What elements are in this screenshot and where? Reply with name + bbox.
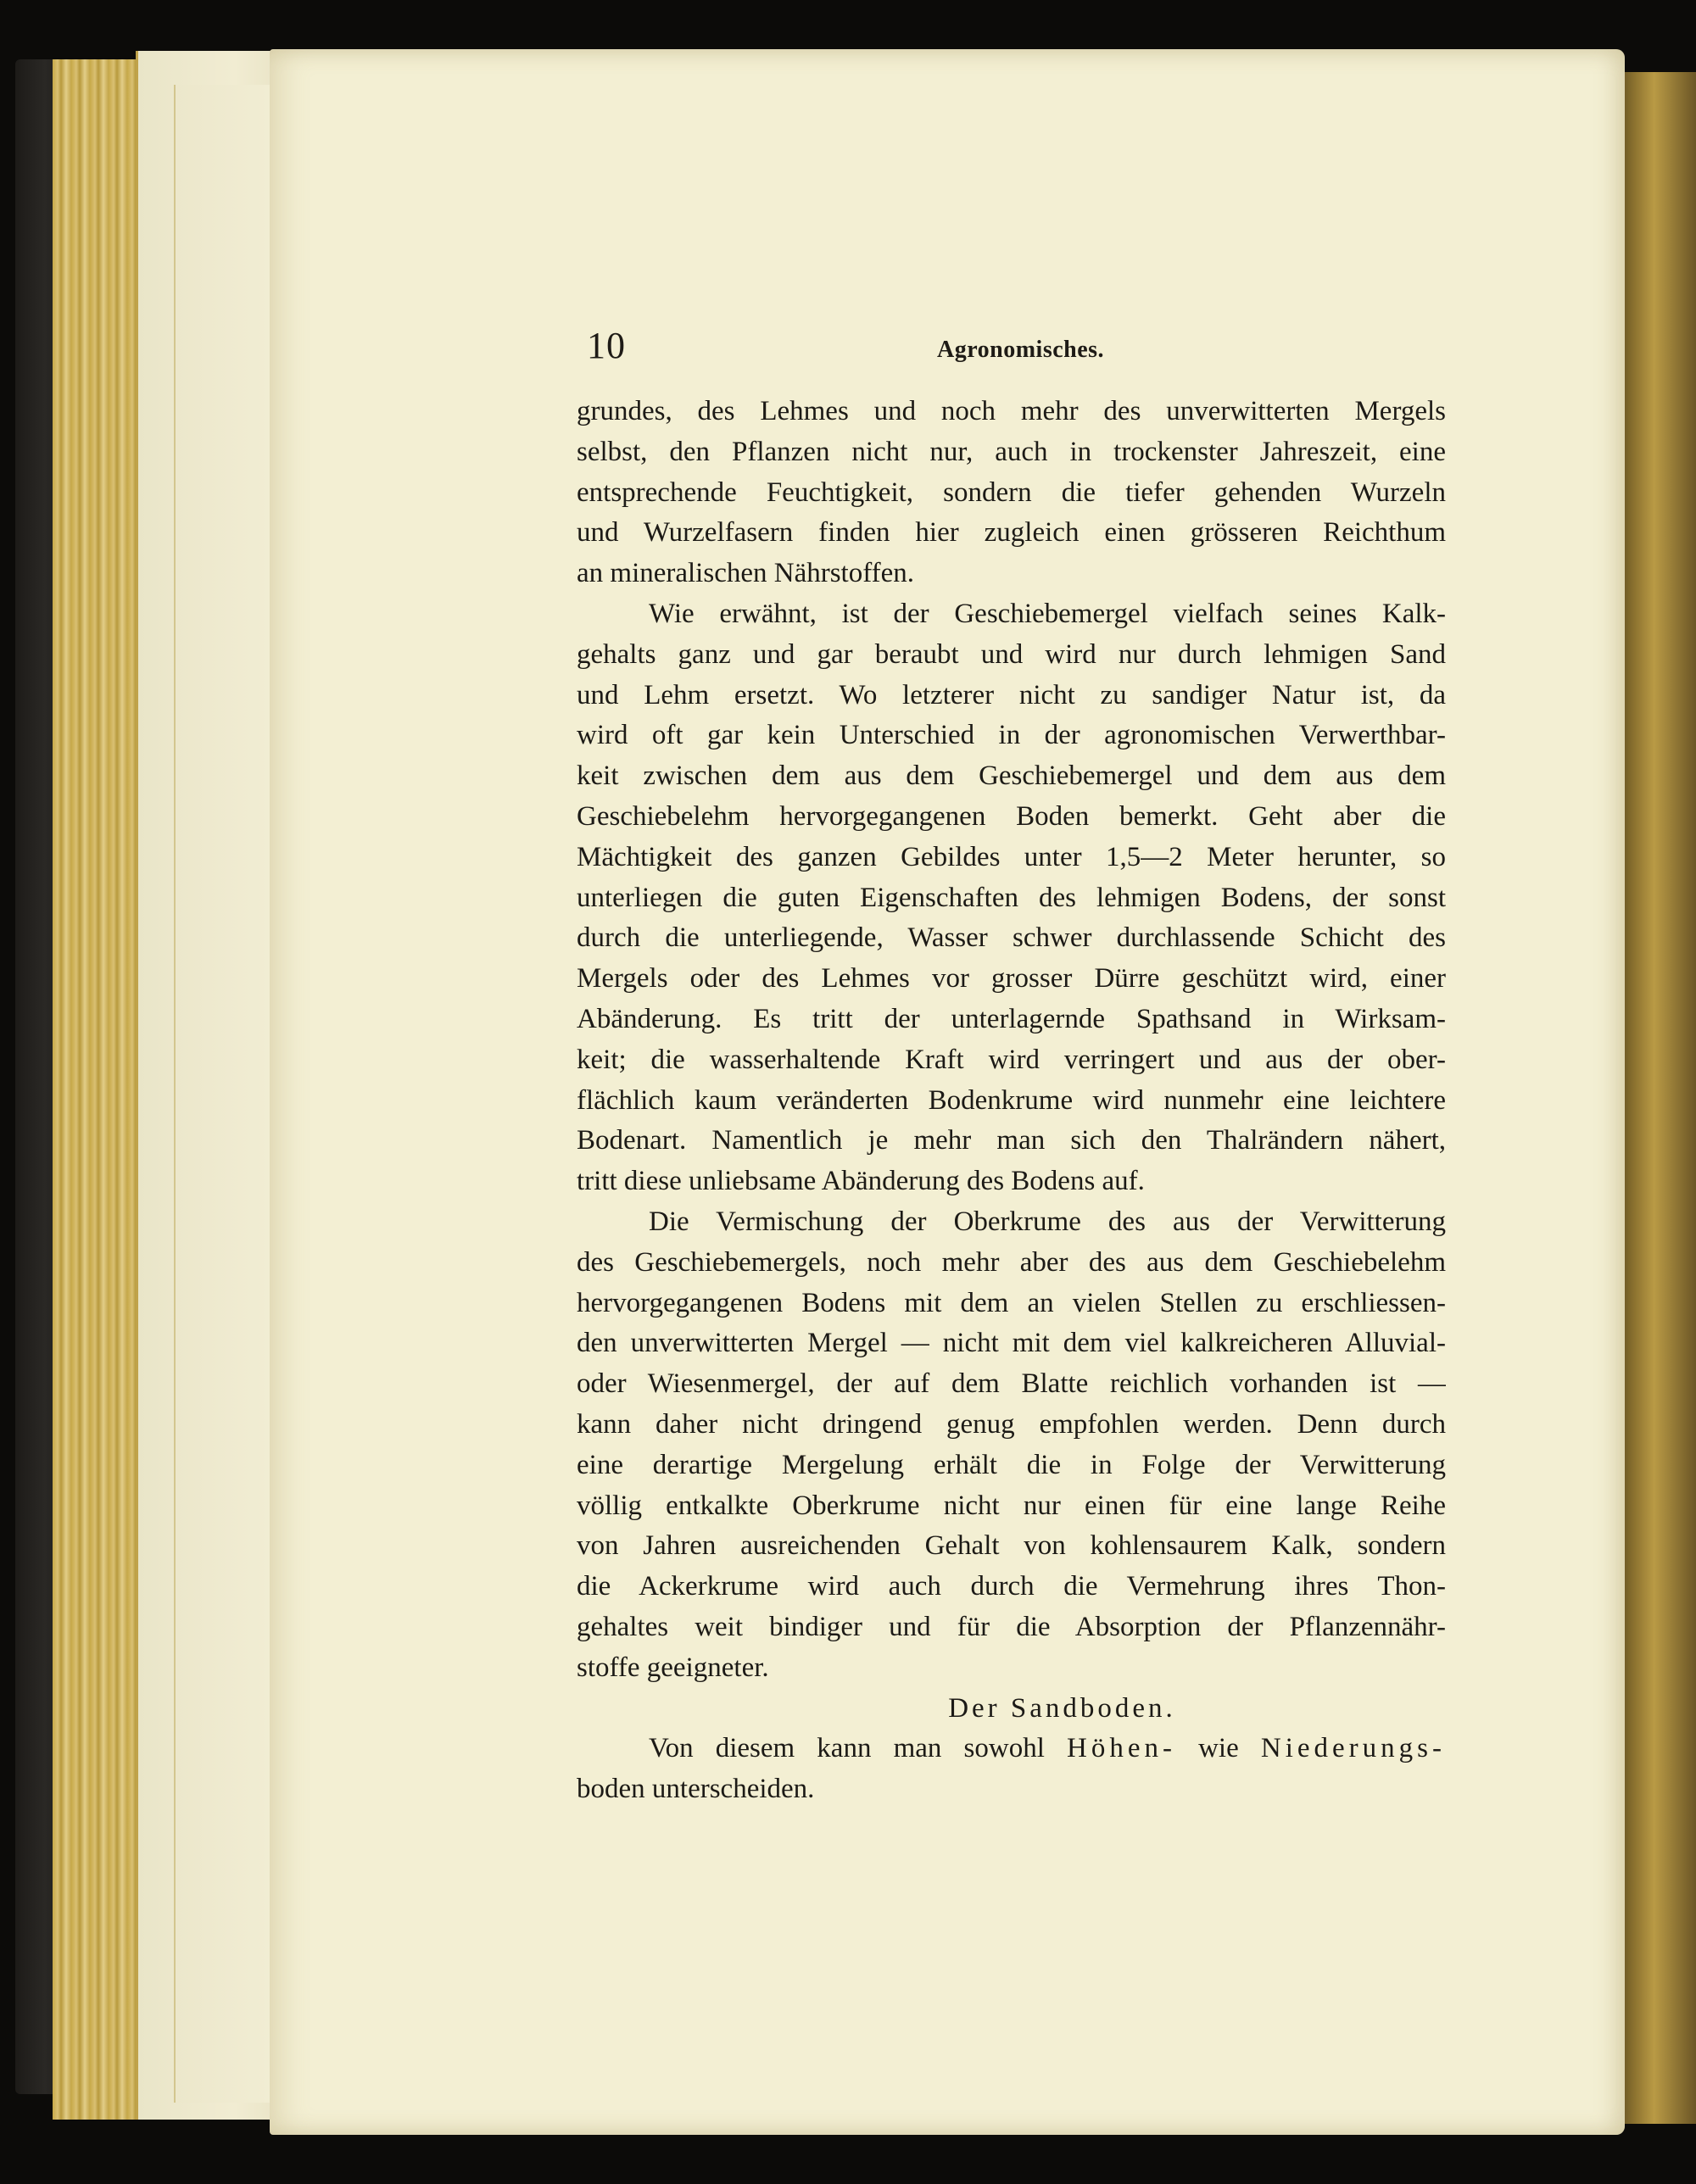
text-line: keit zwischen dem aus dem Geschiebemergel und dem aus dem	[577, 760, 1446, 792]
text-line: und Lehm ersetzt. Wo letzterer nicht zu sandiger Natur ist, da	[577, 679, 1446, 710]
text-fragment: Von diesem kann man sowohl	[649, 1733, 1067, 1764]
text-line: wird oft gar kein Unterschied in der agronomischen Verwerthbar-	[577, 720, 1446, 751]
text-line: stoffe geeigneter.	[577, 1652, 769, 1683]
text-line: kann daher nicht dringend genug empfohlen werden. Denn durch	[577, 1408, 1446, 1440]
emphasized-term: Niederungs-	[1260, 1733, 1446, 1764]
text-line: den unverwitterten Mergel — nicht mit dem viel kalkreicheren Alluvial-	[577, 1328, 1446, 1359]
text-line: selbst, den Pflanzen nicht nur, auch in trockenster Jahreszeit, eine	[577, 436, 1446, 467]
text-line: von Jahren ausreichenden Gehalt von kohlensaurem Kalk, sondern	[577, 1530, 1446, 1562]
text-line: hervorgegangenen Bodens mit dem an vielen Stellen zu erschliessen-	[577, 1287, 1446, 1318]
section-heading: Der Sandboden.	[948, 1692, 1176, 1724]
text-line: grundes, des Lehmes und noch mehr des unverwitterten Mergels	[577, 396, 1446, 426]
text-line: oder Wiesenmergel, der auf dem Blatte reichlich vorhanden ist —	[577, 1368, 1446, 1400]
text-line: Wie erwähnt, ist der Geschiebemergel vielfach seines Kalk-	[649, 598, 1446, 629]
text-line: an mineralischen Nährstoffen.	[577, 558, 914, 589]
text-line: Mergels oder des Lehmes vor grosser Dürre geschützt wird, einer	[577, 963, 1446, 994]
text-line: durch die unterliegende, Wasser schwer durchlassende Schicht des	[577, 922, 1446, 954]
emphasized-term: Höhen-	[1067, 1733, 1176, 1764]
text-line: boden unterscheiden.	[577, 1774, 815, 1805]
text-line: des Geschiebemergels, noch mehr aber des aus dem Geschiebelehm	[577, 1246, 1446, 1278]
text-line: Geschiebelehm hervorgegangenen Boden bemerkt. Geht aber die	[577, 800, 1446, 832]
text-line: entsprechende Feuchtigkeit, sondern die tiefer gehenden Wurzeln	[577, 476, 1446, 508]
text-line: Abänderung. Es tritt der unterlagernde Spathsand in Wirksam-	[577, 1003, 1446, 1034]
text-line: tritt diese unliebsame Abänderung des Bodens auf.	[577, 1166, 1145, 1197]
text-line: gehaltes weit bindiger und für die Absorption der Pflanzennähr-	[577, 1611, 1446, 1642]
text-line: völlig entkalkte Oberkrume nicht nur einen für eine lange Reihe	[577, 1490, 1446, 1521]
text-line: und Wurzelfasern finden hier zugleich einen grösseren Reichthum	[577, 517, 1446, 549]
text-line: flächlich kaum veränderten Bodenkrume wird nunmehr eine leichtere	[577, 1084, 1446, 1116]
text-fragment: wie	[1175, 1733, 1261, 1764]
text-line: gehalts ganz und gar beraubt und wird nur durch lehmigen Sand	[577, 638, 1446, 670]
text-line: keit; die wasserhaltende Kraft wird verringert und aus der ober-	[577, 1044, 1446, 1075]
text-line: unterliegen die guten Eigenschaften des lehmigen Bodens, der sonst	[577, 882, 1446, 913]
text-line: Mächtigkeit des ganzen Gebildes unter 1,5—2 Meter herunter, so	[577, 841, 1446, 872]
text-line: eine derartige Mergelung erhält die in Folge der Verwitterung	[577, 1449, 1446, 1480]
page-text	[577, 392, 1446, 1810]
running-title: Agronomisches.	[937, 337, 1105, 363]
text-line: Bodenart. Namentlich je mehr man sich den Thalrändern nähert,	[577, 1125, 1446, 1156]
text-line: die Ackerkrume wird auch durch die Vermehrung ihres Thon-	[577, 1571, 1446, 1602]
page-number: 10	[587, 325, 626, 366]
text-line: Die Vermischung der Oberkrume des aus der Verwitterung	[649, 1206, 1446, 1237]
text-line	[577, 1729, 1446, 1769]
